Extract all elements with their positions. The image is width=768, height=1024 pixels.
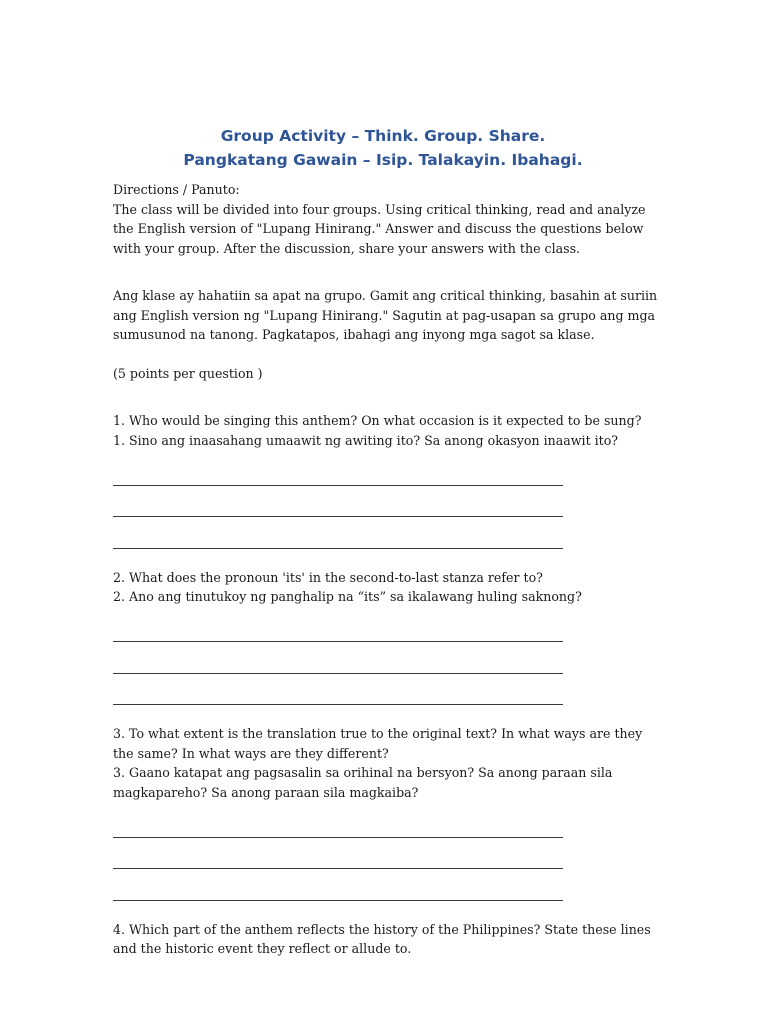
answer-lines-1	[113, 454, 673, 549]
question-4-english: 4. Which part of the anthem reflects the history of the Philippines? State these lines and the historic event they reflect or allude to.	[113, 921, 651, 956]
question-block-2	[113, 568, 673, 706]
title-english: Group Activity – Think. Group. Share.	[220, 127, 546, 145]
answer-line[interactable]	[113, 838, 563, 870]
answer-line[interactable]	[113, 806, 563, 838]
question-2-filipino: 2. Ano ang tinutukoy ng panghalip na “its” sa ikalawang huling saknong?	[113, 589, 582, 604]
question-block-1	[113, 411, 673, 549]
question-block-3	[113, 724, 673, 901]
answer-line[interactable]	[113, 642, 563, 674]
answer-lines-3	[113, 806, 673, 901]
question-block-4	[113, 920, 673, 959]
title-filipino: Pangkatang Gawain – Isip. Talakayin. Ibahagi.	[183, 151, 583, 169]
answer-lines-2	[113, 611, 673, 706]
answer-line[interactable]	[113, 674, 563, 706]
answer-line[interactable]	[113, 454, 563, 486]
question-1-filipino: 1. Sino ang inaasahang umaawit ng awiting ito? Sa anong okasyon inaawit ito?	[113, 432, 619, 448]
question-3-english: 3. To what extent is the translation true to the original text? In what ways are they the same? In what ways are they different?	[113, 726, 643, 761]
answer-line[interactable]	[113, 869, 563, 901]
directions-label: Directions / Panuto:	[113, 182, 240, 197]
directions-filipino: Ang klase ay hahatiin sa apat na grupo. Gamit ang critical thinking, basahin at suriin ang English version ng "Lupang Hinirang." Sagutin at pag-usapan sa grupo ang mga sumusunod na tanong. Pagkatapos, ibahagi ang inyong mga sagot sa klase.	[113, 288, 658, 342]
question-2-english: 2. What does the pronoun 'its' in the second-to-last stanza refer to?	[113, 569, 543, 585]
directions-english: The class will be divided into four groups. Using critical thinking, read and analyze the English version of "Lupang Hinirang." Answer and discuss the questions below with your group. After the discussion, share your answers with the class.	[113, 201, 646, 256]
answer-line[interactable]	[113, 486, 563, 518]
question-3-filipino: 3. Gaano katapat ang pagsasalin sa orihinal na bersyon? Sa anong paraan sila magkapareho? Sa anong paraan sila magkaiba?	[113, 765, 613, 800]
answer-line[interactable]	[113, 611, 563, 643]
worksheet-page	[113, 124, 673, 959]
question-1-english: 1. Who would be singing this anthem? On what occasion is it expected to be sung?	[113, 413, 642, 428]
answer-line[interactable]	[113, 517, 563, 549]
points-note: (5 points per question )	[113, 365, 263, 381]
